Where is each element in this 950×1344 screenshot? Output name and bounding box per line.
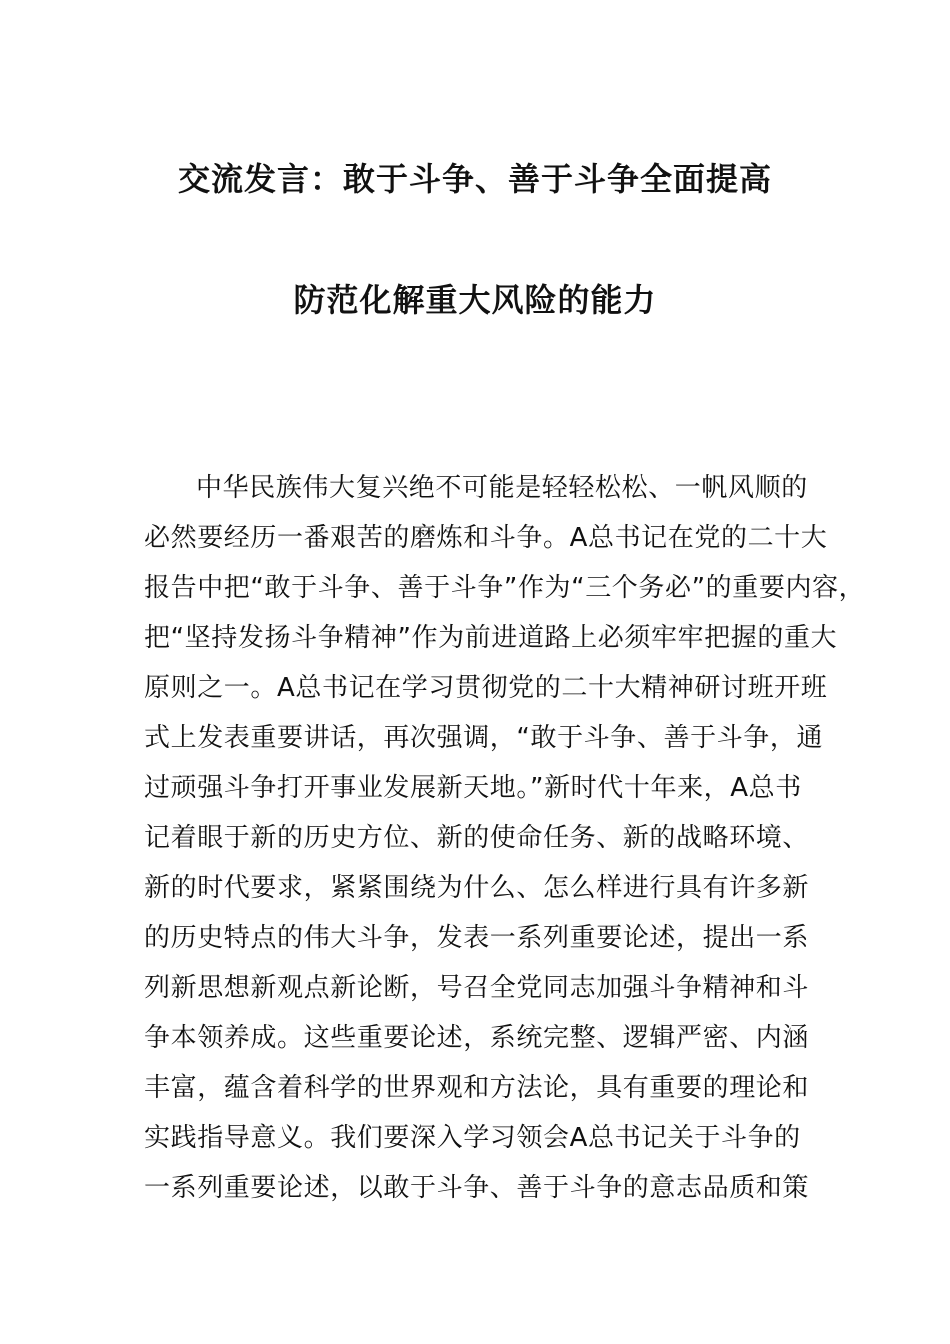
paragraph-line: 争本领养成。这些重要论述，系统完整、逻辑严密、内涵	[144, 1023, 810, 1053]
paragraph-line: 记着眼于新的历史方位、新的使命任务、新的战略环境、	[144, 823, 810, 853]
paragraph-line: 把“坚持发扬斗争精神”作为前进道路上必须牢牢把握的重大	[144, 623, 838, 653]
paragraph-line: 式上发表重要讲话，再次强调，“敢于斗争、善于斗争，通	[144, 723, 824, 753]
paragraph-line: 必然要经历一番艰苦的磨炼和斗争。A总书记在党的二十大	[144, 523, 828, 553]
paragraph-line: 中华民族伟大复兴绝不可能是轻轻松松、一帆风顺的	[196, 473, 808, 503]
document-title-line-2: 防范化解重大风险的能力	[293, 281, 657, 319]
document-title-line-1: 交流发言：敢于斗争、善于斗争全面提高	[177, 160, 772, 198]
paragraph-line: 丰富，蕴含着科学的世界观和方法论，具有重要的理论和	[144, 1073, 810, 1103]
paragraph-line: 过顽强斗争打开事业发展新天地。”新时代十年来，A总书	[144, 773, 802, 803]
paragraph-line: 原则之一。A总书记在学习贯彻党的二十大精神研讨班开班	[144, 673, 828, 703]
paragraph-line: 新的时代要求，紧紧围绕为什么、怎么样进行具有许多新	[144, 873, 810, 903]
paragraph-line: 实践指导意义。我们要深入学习领会A总书记关于斗争的	[144, 1123, 801, 1153]
paragraph-line: 的历史特点的伟大斗争，发表一系列重要论述，提出一系	[144, 923, 810, 953]
paragraph-line: 报告中把“敢于斗争、善于斗争”作为“三个务必”的重要内容，	[144, 573, 866, 603]
paragraph-line: 列新思想新观点新论断，号召全党同志加强斗争精神和斗	[144, 973, 810, 1003]
paragraph-line: 一系列重要论述，以敢于斗争、善于斗争的意志品质和策	[144, 1173, 810, 1203]
